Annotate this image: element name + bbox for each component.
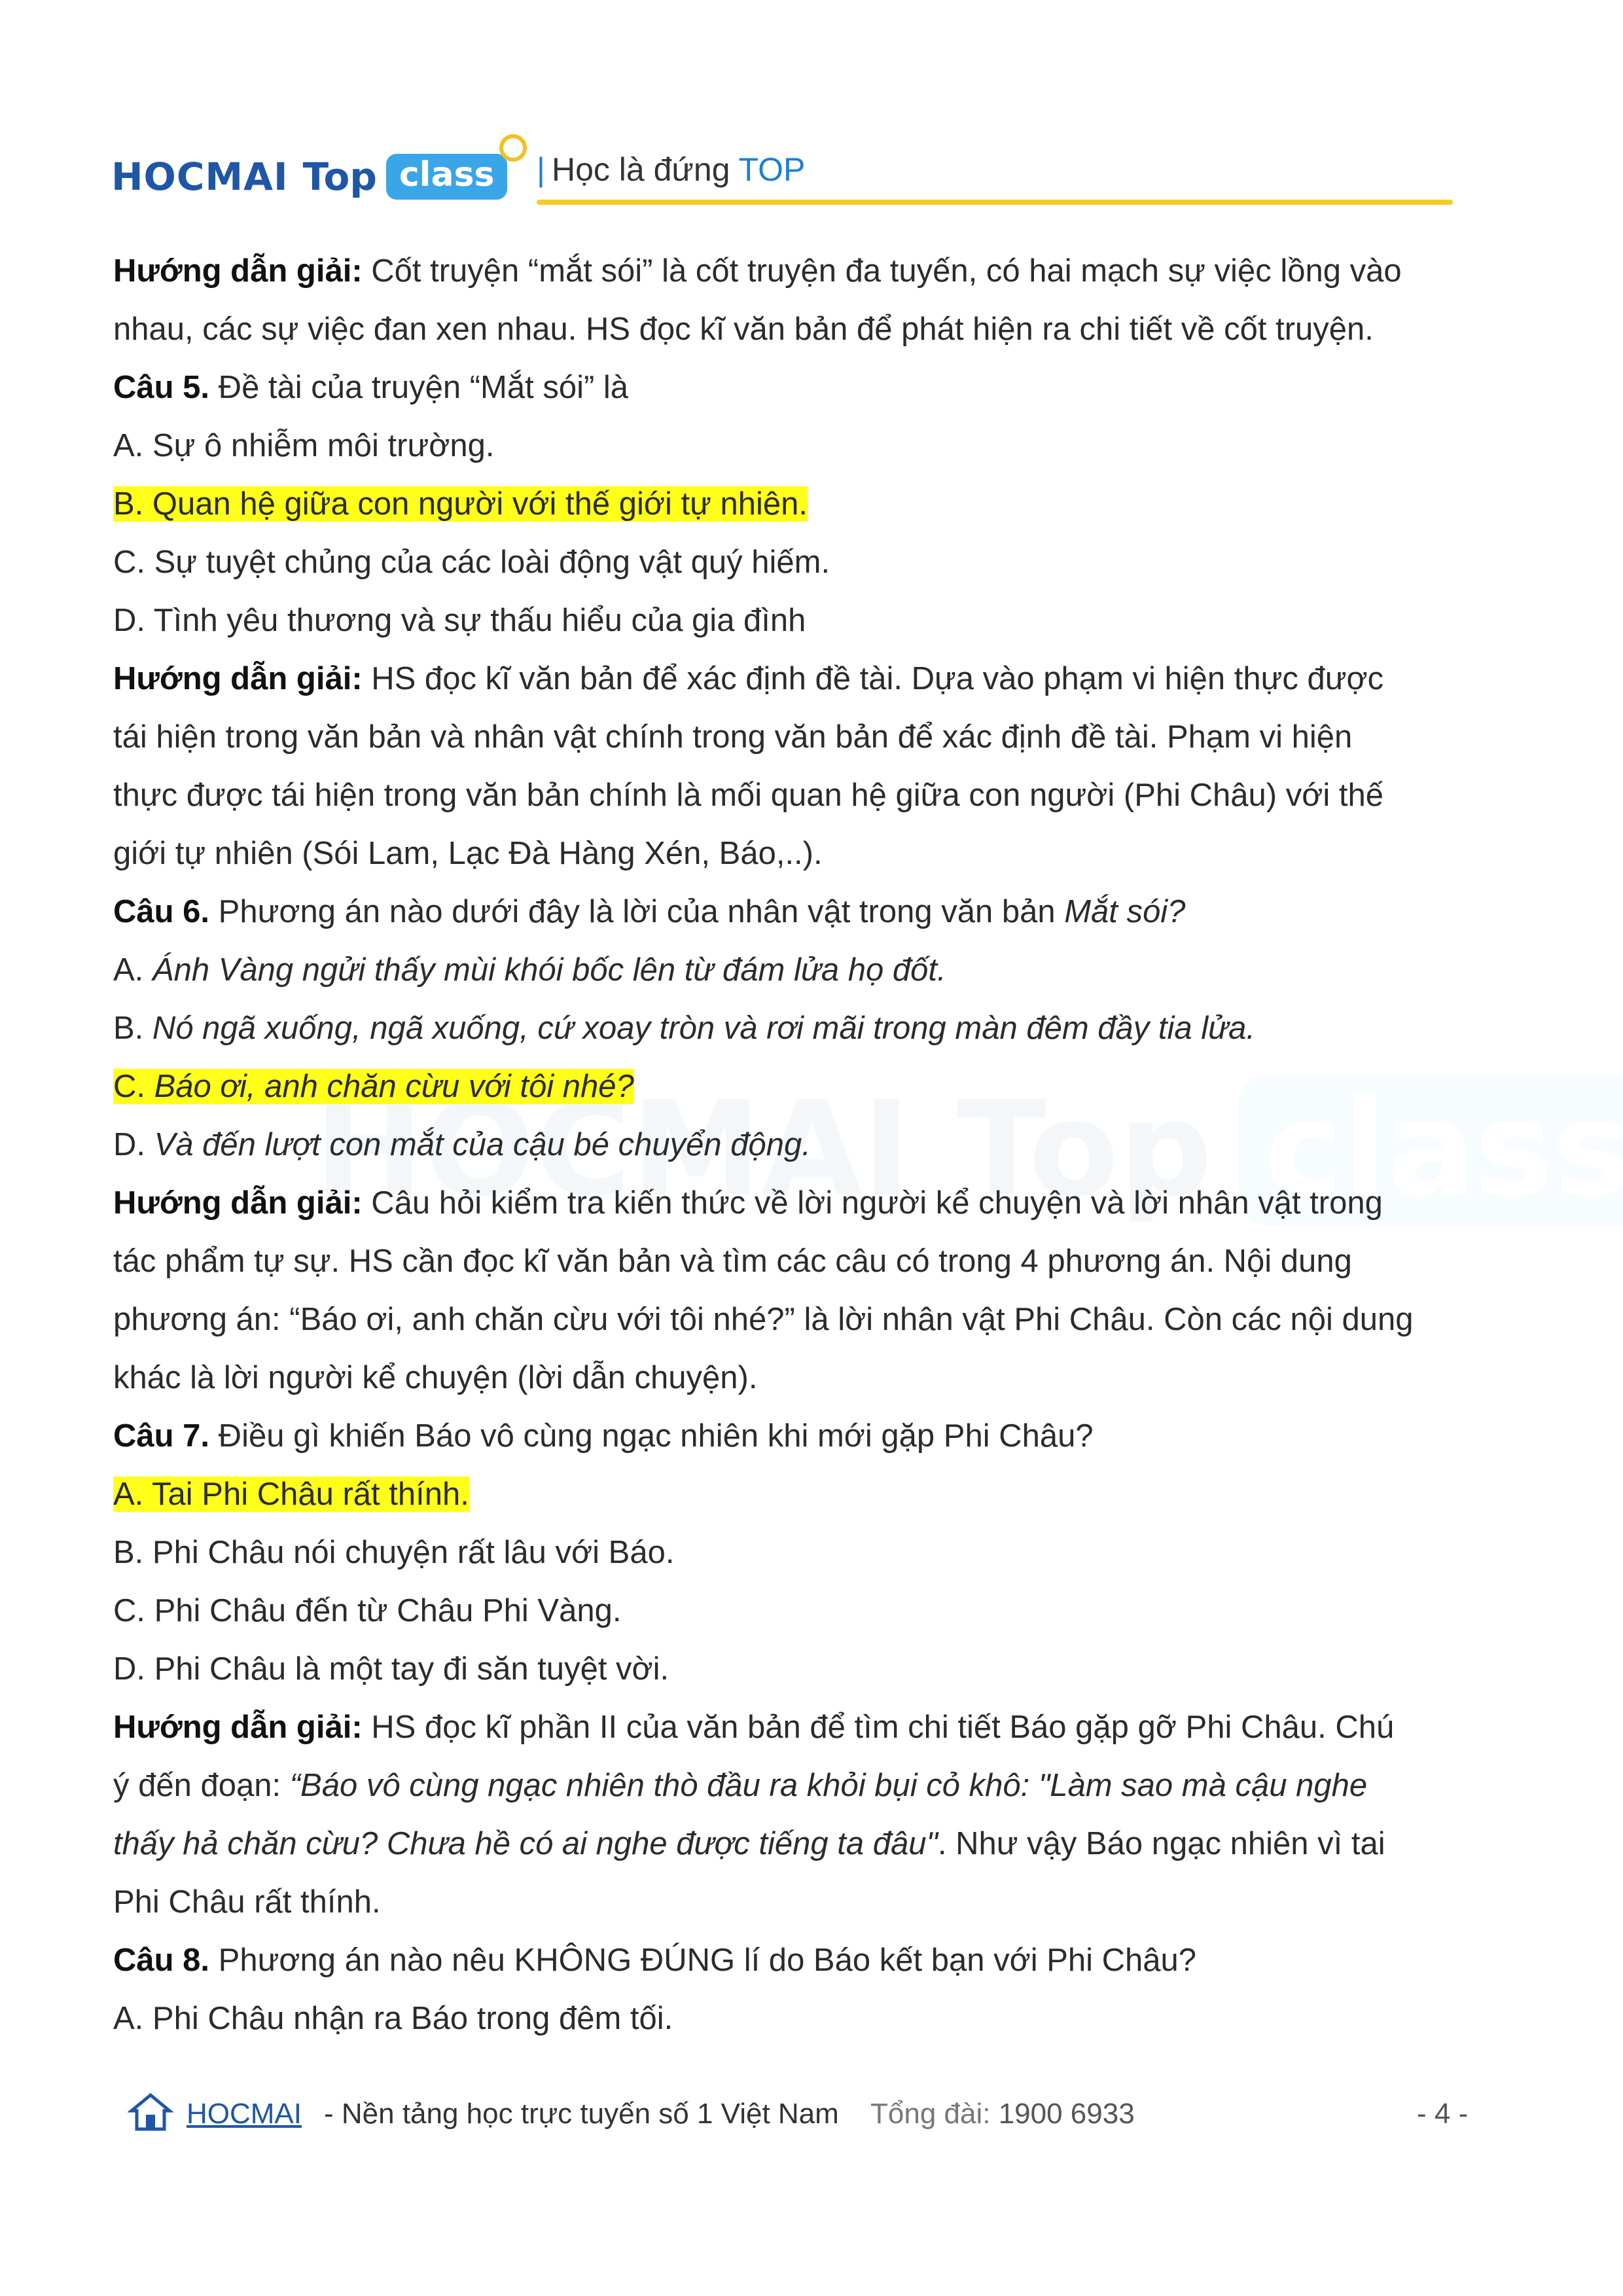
text-run: Nó ngã xuống, ngã xuống, cứ xoay tròn và rơi mãi trong màn đêm đầy tia lửa. xyxy=(152,1011,1256,1046)
text-run: D. xyxy=(113,1127,154,1162)
bold-label: Câu 8. xyxy=(113,1943,210,1978)
tagline-text: Học là đứng xyxy=(552,151,730,188)
hotline-number: 1900 6933 xyxy=(998,2098,1135,2130)
text-line xyxy=(113,1815,1514,1873)
tagline-top: TOP xyxy=(738,151,806,188)
text-run: . Như vậy Báo ngạc nhiên vì tai xyxy=(937,1826,1385,1861)
text-line xyxy=(113,1873,1514,1931)
bold-label: Hướng dẫn giải: xyxy=(113,1185,363,1221)
text-run: nhau, các sự việc đan xen nhau. HS đọc kĩ văn bản để phát hiện ra chi tiết về cốt truyện. xyxy=(113,312,1374,347)
bold-label: Câu 6. xyxy=(113,894,210,929)
bold-label: Câu 7. xyxy=(113,1418,210,1454)
text-line xyxy=(113,1698,1514,1757)
hotline-label: Tổng đài: xyxy=(870,2098,999,2130)
text-line xyxy=(113,941,1514,999)
text-run: tái hiện trong văn bản và nhân vật chính trong văn bản để xác định đề tài. Phạm vi hiện xyxy=(113,719,1353,755)
text-run: Đề tài của truyện “Mắt sói” là xyxy=(209,370,629,405)
text-run: phương án: “Báo ơi, anh chăn cừu với tôi nhé?” là lời nhân vật Phi Châu. Còn các nội dung xyxy=(113,1302,1414,1337)
text-line xyxy=(113,592,1514,650)
hocmai-house-icon xyxy=(128,2091,173,2137)
header-tagline xyxy=(537,151,805,188)
text-line xyxy=(113,475,1514,533)
text-run: khác là lời người kể chuyện (lời dẫn chuyện). xyxy=(113,1360,758,1395)
highlighted-answer: B. Quan hệ giữa con người với thế giới tự nhiên. xyxy=(113,486,808,522)
text-run: tác phẩm tự sự. HS cần đọc kĩ văn bản và tìm các câu có trong 4 phương án. Nội dung xyxy=(113,1244,1352,1279)
text-run: Cốt truyện “mắt sói” là cốt truyện đa tuyến, có hai mạch sự việc lồng vào xyxy=(362,253,1402,289)
text-run: D. Tình yêu thương và sự thấu hiểu của gia đình xyxy=(113,603,806,638)
text-line xyxy=(113,1582,1514,1640)
text-run: Mắt sói? xyxy=(1064,894,1186,929)
logo-class-text: class xyxy=(399,155,495,194)
hocmai-topclass-logo xyxy=(111,141,507,213)
text-line xyxy=(113,417,1514,475)
text-run: B. xyxy=(113,1011,152,1046)
document-body xyxy=(113,242,1514,2048)
text-line xyxy=(113,1757,1514,1815)
text-line xyxy=(113,1174,1514,1232)
text-line xyxy=(113,1640,1514,1698)
highlighted-answer: Báo ơi, anh chăn cừu với tôi nhé? xyxy=(154,1069,634,1104)
text-run: D. Phi Châu là một tay đi săn tuyệt vời. xyxy=(113,1651,669,1687)
text-line xyxy=(113,533,1514,592)
page-number: - 4 - xyxy=(1417,2098,1469,2130)
text-run: “Báo vô cùng ngạc nhiên thò đầu ra khỏi bụi cỏ khô: "Làm sao mà cậu nghe xyxy=(289,1768,1368,1803)
logo-top-text: Top xyxy=(302,154,377,199)
text-run: A. xyxy=(113,952,152,988)
text-line xyxy=(113,1291,1514,1349)
bold-label: Câu 5. xyxy=(113,370,210,405)
text-line xyxy=(113,1116,1514,1174)
footer-hocmai-link[interactable]: HOCMAI xyxy=(187,2098,302,2130)
text-run: C. Phi Châu đến từ Châu Phi Vàng. xyxy=(113,1593,622,1628)
text-line xyxy=(113,359,1514,417)
text-line xyxy=(113,1058,1514,1116)
text-run: thấy hả chăn cừu? Chưa hề có ai nghe được tiếng ta đâu" xyxy=(113,1826,938,1861)
text-run: Phương án nào nêu KHÔNG ĐÚNG lí do Báo kết bạn với Phi Châu? xyxy=(209,1943,1197,1978)
text-run: C. Sự tuyệt chủng của các loài động vật quý hiếm. xyxy=(113,545,830,580)
text-line xyxy=(113,766,1514,825)
header-divider xyxy=(537,200,1453,205)
text-run: A. Phi Châu nhận ra Báo trong đêm tối. xyxy=(113,2001,673,2036)
logo-class-badge xyxy=(386,154,508,200)
text-line xyxy=(113,1931,1514,1990)
text-run: Phi Châu rất thính. xyxy=(113,1884,381,1920)
text-run: Câu hỏi kiểm tra kiến thức về lời người kể chuyện và lời nhân vật trong xyxy=(362,1185,1383,1221)
tagline-separator: | xyxy=(537,151,545,188)
text-line xyxy=(113,1990,1514,2048)
bold-label: Hướng dẫn giải: xyxy=(113,253,363,289)
footer-hotline xyxy=(870,2098,1135,2130)
logo-hocmai-text: HOCMAI xyxy=(111,154,289,199)
bold-label: Hướng dẫn giải: xyxy=(113,661,363,696)
text-line xyxy=(113,650,1514,708)
text-line xyxy=(113,1232,1514,1291)
text-run: Ánh Vàng ngửi thấy mùi khói bốc lên từ đám lửa họ đốt. xyxy=(152,952,946,988)
text-run: thực được tái hiện trong văn bản chính là mối quan hệ giữa con người (Phi Châu) với thế xyxy=(113,778,1383,813)
text-run: Phương án nào dưới đây là lời của nhân vật trong văn bản xyxy=(209,894,1065,929)
sun-icon xyxy=(499,134,527,162)
text-run: giới tự nhiên (Sói Lam, Lạc Đà Hàng Xén, Báo,..). xyxy=(113,836,823,871)
text-run: Điều gì khiến Báo vô cùng ngạc nhiên khi mới gặp Phi Châu? xyxy=(209,1418,1094,1454)
text-run: Và đến lượt con mắt của cậu bé chuyển động. xyxy=(154,1127,811,1162)
text-line xyxy=(113,1349,1514,1407)
highlighted-answer: C. xyxy=(113,1069,154,1104)
text-line xyxy=(113,242,1514,300)
text-line xyxy=(113,1524,1514,1582)
bold-label: Hướng dẫn giải: xyxy=(113,1710,363,1745)
text-line xyxy=(113,300,1514,359)
text-run: B. Phi Châu nói chuyện rất lâu với Báo. xyxy=(113,1535,675,1570)
highlighted-answer: A. Tai Phi Châu rất thính. xyxy=(113,1477,469,1512)
text-line xyxy=(113,1465,1514,1524)
text-run: ý đến đoạn: xyxy=(113,1768,290,1803)
footer-tagline: - Nền tảng học trực tuyến số 1 Việt Nam xyxy=(324,2098,839,2130)
page-footer xyxy=(128,2091,1502,2137)
text-line xyxy=(113,1407,1514,1465)
text-line xyxy=(113,708,1514,766)
text-run: HS đọc kĩ văn bản để xác định đề tài. Dựa vào phạm vi hiện thực được xyxy=(362,661,1384,696)
text-run: HS đọc kĩ phần II của văn bản để tìm chi tiết Báo gặp gỡ Phi Châu. Chú xyxy=(362,1710,1395,1745)
text-line xyxy=(113,825,1514,883)
text-line xyxy=(113,999,1514,1058)
text-run: A. Sự ô nhiễm môi trường. xyxy=(113,428,495,463)
text-line xyxy=(113,883,1514,941)
